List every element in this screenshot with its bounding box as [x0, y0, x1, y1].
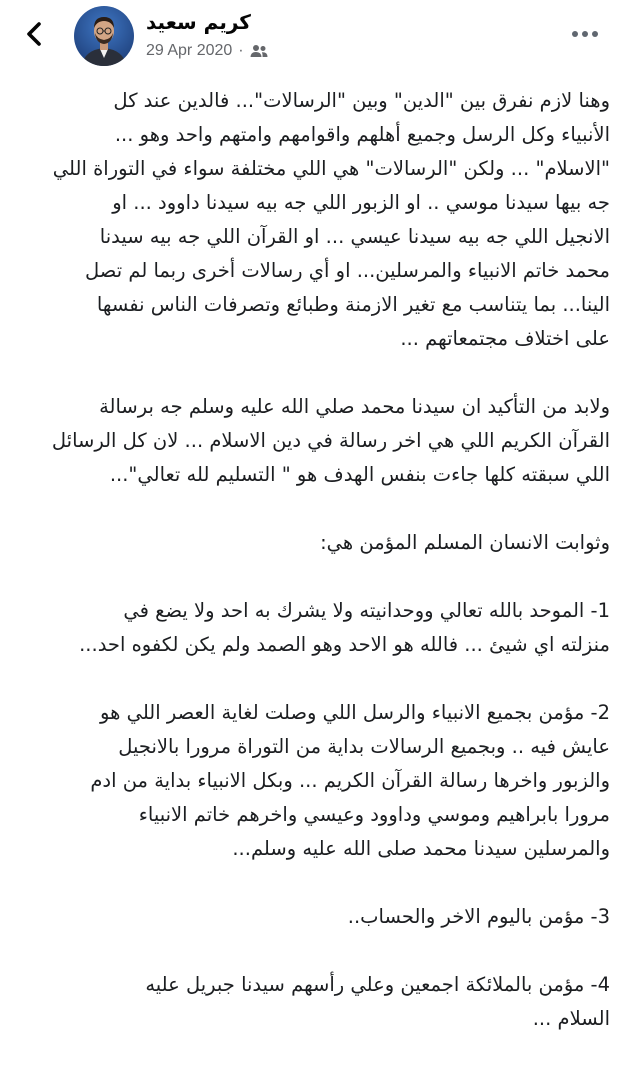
back-button[interactable]	[14, 14, 54, 54]
post-paragraph: 1- الموحد بالله تعالي ووحدانيته ولا يشرك به احد ولا يضع في منزلته اي شيئ ... فالله هو الاحد وهو الصمد ولم يكن لكفوه احد...	[79, 599, 610, 656]
post-text	[14, 84, 610, 1070]
post-paragraph: 4- مؤمن بالملائكة اجمعين وعلي رأسهم سيدنا جبريل عليه السلام ...	[145, 973, 610, 1030]
avatar[interactable]	[74, 6, 134, 66]
post-paragraph: وهنا لازم نفرق بين "الدين" وبين "الرسالات"... فالدين عند كل الأنبياء وكل الرسل وجميع أهلهم واقوامهم وامتهم واحد وهو ... "الاسلام" ... ولكن "الرسالات" هي اللي مختلفة سواء في التوراة اللي جه بيها سيدنا موسي .. او الزبور اللي جه بيه سيدنا داوود ... او الانجيل اللي جه بيه سيدنا عيسي ... او القرآن اللي جه بيه سيدنا محمد خاتم الانبياء والمرسلين... او أي رسالات أخرى ربما لم تصل الينا... بما يتناسب مع تغير الازمنة وطبائع وتصرفات الناس نفسها على اختلاف مجتمعاتهم ...	[52, 89, 610, 350]
post-paragraph: ولابد من التأكيد ان سيدنا محمد صلي الله عليه وسلم جه برسالة القرآن الكريم اللي هي اخر رسالة في دين الاسلام ... لان كل الرسائل اللي سبقته كلها جاءت بنفس الهدف هو " التسليم لله تعالي"...	[51, 395, 610, 486]
author-name[interactable]: كريم سعيد	[146, 10, 251, 34]
friends-icon[interactable]	[250, 44, 268, 58]
post-paragraph: وثوابت الانسان المسلم المؤمن هي:	[320, 531, 610, 554]
post-header	[0, 0, 620, 74]
more-horizontal-icon	[571, 30, 599, 38]
chevron-left-icon	[23, 21, 45, 47]
post-paragraph: 3- مؤمن باليوم الاخر والحساب..	[347, 905, 610, 928]
post-timestamp[interactable]: 29 Apr 2020	[146, 42, 233, 59]
more-options-button[interactable]	[568, 20, 602, 48]
meta-separator: ·	[238, 42, 244, 59]
post-paragraph: 2- مؤمن بجميع الانبياء والرسل اللي وصلت لغاية العصر اللي هو عايش فيه .. وبجميع الرسالات بداية من التوراة مرورا بالانجيل والزبور واخرها رسالة القرآن الكريم ... وبكل الانبياء بداية من ادم مرورا بابراهيم وموسي وداوود وعيسي واخرهم خاتم الانبياء والمرسلين سيدنا محمد صلى الله عليه وسلم...	[90, 701, 610, 860]
post-meta	[146, 40, 268, 62]
